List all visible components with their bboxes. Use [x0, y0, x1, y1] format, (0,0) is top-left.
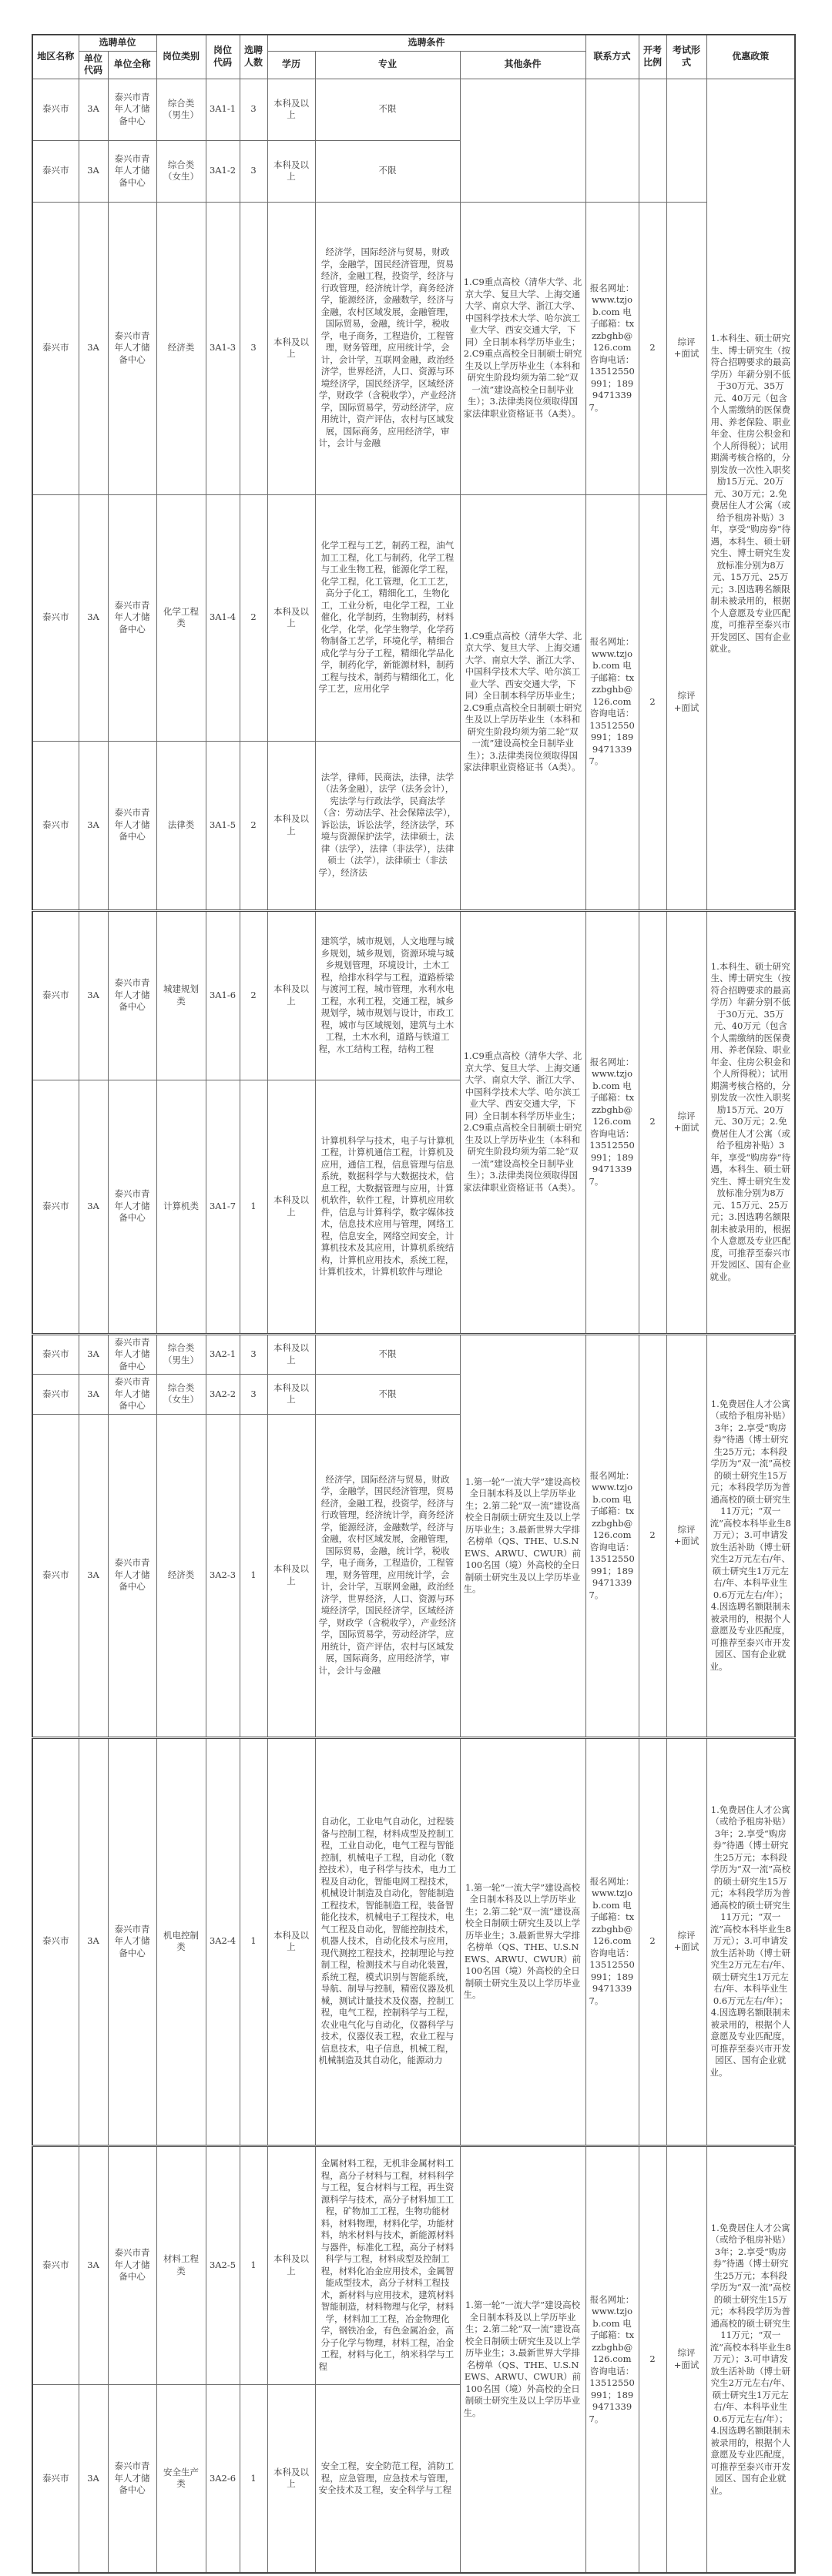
cell-contact: 报名网址：www.tzjob.com 电子邮箱：txzzbghb@126.com 咨询电话：13512550991；18994713397。 — [585, 1737, 639, 2146]
cell-unit-name: 泰兴市青年人才储备中心 — [108, 1080, 156, 1334]
cell-region: 泰兴市 — [32, 1080, 79, 1334]
cell-post-type: 法律类 — [156, 741, 206, 910]
cell-headcount: 3 — [240, 79, 267, 140]
cell-other: 1.第一轮“一流大学”建设高校全日制本科及以上学历毕业生；2.第二轮“双一流”建设高校全日制硕士研究生及以上学历毕业生；3.最新世界大学排名榜单（QS、THE、U.S.NEWS、ARWU、CWUR）前100名国（境）外高校的全日制硕士研究生及以上学历毕业生。 — [460, 1737, 585, 2146]
cell-unit-code: 3A — [79, 79, 108, 140]
cell-post-type: 经济类 — [156, 202, 206, 494]
cell-contact: 报名网址：www.tzjob.com 电子邮箱：txzzbghb@126.com 咨询电话：13512550991；18994713397。 — [585, 2146, 639, 2573]
cell-post-code: 3A1-2 — [206, 140, 240, 202]
cell-major: 金属材料工程，无机非金属材料工程，高分子材料与工程，材料科学与工程，复合材料与工程，再生资源科学与技术，高分子材料加工工程，矿物加工工程，生物功能材料，材料物理，材料化学，功能材料，纳米材料与技术，新能源材料与器件，标准化工程，高分子材料科学与工程，材料成型及控制工程，材料化冶金应用技术，金属智能成型技术，高分子材料工程技术，新材料与应用技术，建筑材料智能制造，材料物理与化学，材料学，材料加工工程，冶金物理化学，钢铁冶金，有色金属冶金，高分子化学与物理，材料工程，冶金工程，材料与化工，纳米科学与工程 — [315, 2146, 460, 2384]
cell-post-type: 综合类（男生） — [156, 79, 206, 140]
cell-region: 泰兴市 — [32, 2146, 79, 2384]
cell-region: 泰兴市 — [32, 2384, 79, 2573]
cell-education: 本科及以上 — [267, 2384, 315, 2573]
cell-unit-code: 3A — [79, 202, 108, 494]
cell-ratio: 2 — [639, 494, 666, 910]
header-unit-group: 选聘单位 — [79, 35, 156, 51]
cell-region: 泰兴市 — [32, 741, 79, 910]
cell-ratio: 2 — [639, 202, 666, 494]
cell-education: 本科及以上 — [267, 1737, 315, 2146]
cell-unit-name: 泰兴市青年人才储备中心 — [108, 741, 156, 910]
header-contact: 联系方式 — [585, 35, 639, 79]
cell-unit-code: 3A — [79, 1334, 108, 1375]
cell-unit-name: 泰兴市青年人才储备中心 — [108, 202, 156, 494]
cell-unit-code: 3A — [79, 1375, 108, 1415]
cell-other: 1.C9重点高校（清华大学、北京大学、复旦大学、上海交通大学、南京大学、浙江大学、中国科学技术大学、哈尔滨工业大学、西安交通大学，下同）全日制本科学历毕业生；2.C9重点高校全日制硕士研究生及以上学历毕业生（本科和研究生阶段均须为第二轮“双一流”建设高校全日制毕业生）；3.法律类岗位须取得国家法律职业资格证书（A类）。 — [460, 494, 585, 910]
cell-headcount: 1 — [240, 2146, 267, 2384]
cell-headcount: 2 — [240, 910, 267, 1080]
cell-post-code: 3A1-1 — [206, 79, 240, 140]
cell-policy: 1.本科生、硕士研究生、博士研究生（按符合招聘要求的最高学历）年薪分别不低于30万元、35万元、40万元（包含个人需缴纳的医保费用、养老保险、职业年金、住房公积金和个人所得税）；试用期满考核合格的，分别发放一次性入职奖励15万元、20万元、30万元；2.免费居住人才公寓（或给予租房补贴）3年，享受“购房券”待遇，本科生、硕士研究生、博士研究生发放标准分别为8万元、15万元、25万元；3.因选聘名额限制未被录用的，根据个人意愿及专业匹配度，可推荐至泰兴市开发园区、国有企业就业。 — [706, 910, 795, 1334]
cell-headcount: 1 — [240, 1080, 267, 1334]
cell-ratio: 2 — [639, 1334, 666, 1737]
cell-region: 泰兴市 — [32, 1414, 79, 1737]
cell-headcount: 3 — [240, 202, 267, 494]
cell-exam: 综评+面试 — [666, 1737, 706, 2146]
table-row — [32, 79, 795, 140]
cell-major: 不限 — [315, 1334, 460, 1375]
cell-unit-code: 3A — [79, 494, 108, 741]
header-policy: 优惠政策 — [706, 35, 795, 79]
cell-major: 建筑学，城市规划，人文地理与城乡规划，城乡规划，资源环境与城乡规划管理，环境设计，土木工程，给排水科学与工程，道路桥梁与渡河工程，城市管理，水利水电工程，水利工程，交通工程，城乡规划学，城市规划与设计，市政工程，城市与区域规划，建筑与土木工程，土木水利，道路与铁道工程，水工结构工程，结构工程 — [315, 910, 460, 1080]
cell-unit-name: 泰兴市青年人才储备中心 — [108, 910, 156, 1080]
cell-major: 不限 — [315, 1375, 460, 1415]
recruitment-table — [32, 34, 796, 2574]
cell-policy: 1.免费居住人才公寓（或给予租房补贴）3年；2.享受“购房券”待遇（博士研究生25万元；本科段学历为“双一流”高校的硕士研究生15万元；本科段学历为普通高校的硕士研究生11万元；“双一流”高校本科毕业生8万元）；3.可申请发放生活补助（博士研究生2万元左右/年、硕士研究生1万元左右/年、本科毕业生0.6万元左右/年）；4.因选聘名额限制未被录用的，根据个人意愿及专业匹配度，可推荐至泰兴市开发园区、国有企业就业。 — [706, 2146, 795, 2573]
cell-contact-empty — [585, 79, 639, 202]
header-ratio: 开考比例 — [639, 35, 666, 79]
cell-unit-code: 3A — [79, 910, 108, 1080]
cell-region: 泰兴市 — [32, 1375, 79, 1415]
header-unit-name: 单位全称 — [108, 51, 156, 79]
cell-education: 本科及以上 — [267, 494, 315, 741]
cell-post-code: 3A1-6 — [206, 910, 240, 1080]
cell-education: 本科及以上 — [267, 140, 315, 202]
cell-post-code: 3A1-5 — [206, 741, 240, 910]
cell-post-code: 3A2-5 — [206, 2146, 240, 2384]
cell-other: 1.第一轮“一流大学”建设高校全日制本科及以上学历毕业生；2.第二轮“双一流”建设高校全日制硕士研究生及以上学历毕业生；3.最新世界大学排名榜单（QS、THE、U.S.NEWS、ARWU、CWUR）前100名国（境）外高校的全日制硕士研究生及以上学历毕业生。 — [460, 2146, 585, 2573]
cell-post-type: 计算机类 — [156, 1080, 206, 1334]
cell-post-type: 综合类（女生） — [156, 140, 206, 202]
cell-region: 泰兴市 — [32, 910, 79, 1080]
cell-headcount: 1 — [240, 1737, 267, 2146]
cell-policy: 1.免费居住人才公寓（或给予租房补贴）3年；2.享受“购房券”待遇（博士研究生25万元；本科段学历为“双一流”高校的硕士研究生15万元；本科段学历为普通高校的硕士研究生11万元；“双一流”高校本科毕业生8万元）；3.可申请发放生活补助（博士研究生2万元左右/年、硕士研究生1万元左右/年、本科毕业生0.6万元左右/年）；4.因选聘名额限制未被录用的，根据个人意愿及专业匹配度，可推荐至泰兴市开发园区、国有企业就业。 — [706, 1334, 795, 1737]
cell-post-type: 综合类（男生） — [156, 1334, 206, 1375]
cell-exam: 综评+面试 — [666, 1334, 706, 1737]
cell-other: 1.第一轮“一流大学”建设高校全日制本科及以上学历毕业生；2.第二轮“双一流”建设高校全日制硕士研究生及以上学历毕业生；3.最新世界大学排名榜单（QS、THE、U.S.NEWS、ARWU、CWUR）前100名国（境）外高校的全日制硕士研究生及以上学历毕业生。 — [460, 1334, 585, 1737]
cell-post-code: 3A2-6 — [206, 2384, 240, 2573]
cell-major: 自动化，工业电气自动化，过程装备与控制工程，材料成型及控制工程，工业自动化，电气工程与智能控制，机械电子工程，自动化（数控技术），电子科学与技术，电力工程及自动化，智能电网工程技术，机械设计制造及自动化，智能制造工程技术，智能制造工程，装备智能化技术，机械电子工程技术，电气工程及自动化，智能控制技术，机器人技术，自动化技术与应用，现代测控工程技术，控制理论与控制工程，检测技术与自动化装置，系统工程，模式识别与智能系统，导航、制导与控制，精密仪器及机械，测试计量技术及仪器，控制工程，电气工程，控制科学与工程，农业电气化与自动化，仪器科学与技术，仪器仪表工程，农业工程与信息技术，电子信息，机械工程，机械制造及其自动化，能源动力 — [315, 1737, 460, 2146]
cell-unit-code: 3A — [79, 1414, 108, 1737]
cell-unit-code: 3A — [79, 741, 108, 910]
cell-post-code: 3A1-7 — [206, 1080, 240, 1334]
cell-region: 泰兴市 — [32, 494, 79, 741]
cell-ratio: 2 — [639, 1737, 666, 2146]
cell-post-type: 经济类 — [156, 1414, 206, 1737]
cell-exam: 综评+面试 — [666, 202, 706, 494]
cell-post-code: 3A2-2 — [206, 1375, 240, 1415]
cell-unit-code: 3A — [79, 140, 108, 202]
cell-contact: 报名网址：www.tzjob.com 电子邮箱：txzzbghb@126.com 咨询电话：13512550991；18994713397。 — [585, 494, 639, 910]
cell-ratio: 2 — [639, 910, 666, 1334]
cell-post-code: 3A2-3 — [206, 1414, 240, 1737]
cell-post-code: 3A1-4 — [206, 494, 240, 741]
table-row — [32, 494, 795, 741]
cell-contact: 报名网址：www.tzjob.com 电子邮箱：txzzbghb@126.com 咨询电话：13512550991；18994713397。 — [585, 202, 639, 494]
cell-headcount: 3 — [240, 1375, 267, 1415]
table-row — [32, 910, 795, 1080]
cell-post-type: 安全生产类 — [156, 2384, 206, 2573]
cell-headcount: 3 — [240, 1334, 267, 1375]
cell-major: 经济学，国际经济与贸易，财政学，金融学，国民经济管理，贸易经济，金融工程，投资学，经济与行政管理，经济统计学，商务经济学，能源经济，金融数学，经济与金融，农村区域发展，金融管理，国际贸易，金融，统计学，税收学，电子商务，工程造价，工程管理，财务管理，应用统计学，会计，会计学，互联网金融，政治经济学，世界经济，人口、资源与环境经济学，国民经济学，区域经济学，财政学（含税收学），产业经济学，国际贸易学，劳动经济学，应用统计，资产评估，农村与区域发展，国际商务，应用经济学，审计，会计与金融 — [315, 202, 460, 494]
cell-post-type: 城建规划类 — [156, 910, 206, 1080]
header-post-type: 岗位类别 — [156, 35, 206, 79]
cell-region: 泰兴市 — [32, 202, 79, 494]
cell-region: 泰兴市 — [32, 140, 79, 202]
cell-education: 本科及以上 — [267, 741, 315, 910]
cell-headcount: 2 — [240, 741, 267, 910]
cell-education: 本科及以上 — [267, 79, 315, 140]
cell-contact: 报名网址：www.tzjob.com 电子邮箱：txzzbghb@126.com 咨询电话：13512550991；18994713397。 — [585, 910, 639, 1334]
cell-education: 本科及以上 — [267, 910, 315, 1080]
cell-education: 本科及以上 — [267, 1375, 315, 1415]
cell-post-type: 机电控制类 — [156, 1737, 206, 2146]
header-major: 专业 — [315, 51, 460, 79]
cell-unit-name: 泰兴市青年人才储备中心 — [108, 1737, 156, 2146]
cell-unit-code: 3A — [79, 1737, 108, 2146]
cell-other: 1.C9重点高校（清华大学、北京大学、复旦大学、上海交通大学、南京大学、浙江大学、中国科学技术大学、哈尔滨工业大学、西安交通大学，下同）全日制本科学历毕业生；2.C9重点高校全日制硕士研究生及以上学历毕业生（本科和研究生阶段均须为第二轮“双一流”建设高校全日制毕业生）；3.法律类岗位须取得国家法律职业资格证书（A类）。 — [460, 910, 585, 1334]
cell-major: 不限 — [315, 79, 460, 140]
header-other: 其他条件 — [460, 51, 585, 79]
cell-contact: 报名网址：www.tzjob.com 电子邮箱：txzzbghb@126.com 咨询电话：13512550991；18994713397。 — [585, 1334, 639, 1737]
cell-exam: 综评+面试 — [666, 910, 706, 1334]
cell-exam: 综评+面试 — [666, 494, 706, 910]
table-row — [32, 1334, 795, 1375]
cell-unit-name: 泰兴市青年人才储备中心 — [108, 1334, 156, 1375]
header-region: 地区名称 — [32, 35, 79, 79]
cell-education: 本科及以上 — [267, 202, 315, 494]
cell-unit-name: 泰兴市青年人才储备中心 — [108, 140, 156, 202]
cell-post-code: 3A2-4 — [206, 1737, 240, 2146]
cell-other: 1.C9重点高校（清华大学、北京大学、复旦大学、上海交通大学、南京大学、浙江大学、中国科学技术大学、哈尔滨工业大学、西安交通大学，下同）全日制本科学历毕业生；2.C9重点高校全日制硕士研究生及以上学历毕业生（本科和研究生阶段均须为第二轮“双一流”建设高校全日制毕业生）；3.法律类岗位须取得国家法律职业资格证书（A类）。 — [460, 202, 585, 494]
cell-major: 化学工程与工艺，制药工程，油气加工工程，化工与制药，化学工程与工业生物工程，能源化学工程，化学工程，化工管理，化工工艺，高分子化工，精细化工，生物化工，工业分析，电化学工程，工业催化，化学制药，生物制药，材料化学，化学，化学生物学，化学药物制备工艺学，环境化学，精细合成化学与分子工程，精细化学品化学，制药化学，新能源材料，制药工程与技术，制药与精细化工，化学工艺，应用化学 — [315, 494, 460, 741]
cell-major: 不限 — [315, 140, 460, 202]
cell-region: 泰兴市 — [32, 79, 79, 140]
header-education: 学历 — [267, 51, 315, 79]
cell-post-code: 3A2-1 — [206, 1334, 240, 1375]
cell-post-type: 综合类（女生） — [156, 1375, 206, 1415]
header-conditions-group: 选聘条件 — [267, 35, 585, 51]
cell-exam-empty — [666, 79, 706, 202]
cell-headcount: 1 — [240, 2384, 267, 2573]
cell-education: 本科及以上 — [267, 1414, 315, 1737]
cell-unit-code: 3A — [79, 2146, 108, 2384]
cell-education: 本科及以上 — [267, 1080, 315, 1334]
cell-region: 泰兴市 — [32, 1737, 79, 2146]
header-post-code: 岗位代码 — [206, 35, 240, 79]
cell-region: 泰兴市 — [32, 1334, 79, 1375]
cell-post-code: 3A1-3 — [206, 202, 240, 494]
cell-unit-code: 3A — [79, 1080, 108, 1334]
cell-education: 本科及以上 — [267, 1334, 315, 1375]
header-headcount: 选聘人数 — [240, 35, 267, 79]
table-row — [32, 202, 795, 494]
header-unit-code: 单位代码 — [79, 51, 108, 79]
cell-other-empty — [460, 79, 585, 202]
cell-unit-name: 泰兴市青年人才储备中心 — [108, 1375, 156, 1415]
cell-policy: 1.本科生、硕士研究生、博士研究生（按符合招聘要求的最高学历）年薪分别不低于30万元、35万元、40万元（包含个人需缴纳的医保费用、养老保险、职业年金、住房公积金和个人所得税）；试用期满考核合格的，分别发放一次性入职奖励15万元、20万元、30万元；2.免费居住人才公寓（或给予租房补贴）3年，享受“购房券”待遇，本科生、硕士研究生、博士研究生发放标准分别为8万元、15万元、25万元；3.因选聘名额限制未被录用的，根据个人意愿及专业匹配度，可推荐至泰兴市开发园区、国有企业就业。 — [706, 79, 795, 910]
cell-major: 法学，律师，民商法，法律，法学（法务金融），法学（法务会计），宪法学与行政法学，民商法学（含：劳动法学、社会保障法学），诉讼法，诉讼法学，经济法学，环境与资源保护法学，法律硕士，法律（法学），法律（非法学），法律硕士（法学），法律硕士（非法学），经济法 — [315, 741, 460, 910]
table-row — [32, 2146, 795, 2384]
cell-ratio: 2 — [639, 2146, 666, 2573]
cell-exam: 综评+面试 — [666, 2146, 706, 2573]
cell-unit-name: 泰兴市青年人才储备中心 — [108, 1414, 156, 1737]
header-exam: 考试形式 — [666, 35, 706, 79]
cell-unit-name: 泰兴市青年人才储备中心 — [108, 2384, 156, 2573]
cell-education: 本科及以上 — [267, 2146, 315, 2384]
cell-policy: 1.免费居住人才公寓（或给予租房补贴）3年；2.享受“购房券”待遇（博士研究生25万元；本科段学历为“双一流”高校的硕士研究生15万元；本科段学历为普通高校的硕士研究生11万元；“双一流”高校本科毕业生8万元）；3.可申请发放生活补助（博士研究生2万元左右/年、硕士研究生1万元左右/年、本科毕业生0.6万元左右/年）；4.因选聘名额限制未被录用的，根据个人意愿及专业匹配度，可推荐至泰兴市开发园区、国有企业就业。 — [706, 1737, 795, 2146]
cell-major: 安全工程，安全防范工程，消防工程，应急管理，应急技术与管理，安全技术及工程，安全科学与工程 — [315, 2384, 460, 2573]
cell-headcount: 3 — [240, 140, 267, 202]
cell-major: 经济学，国际经济与贸易，财政学，金融学，国民经济管理，贸易经济，金融工程，投资学，经济与行政管理，经济统计学，商务经济学，能源经济，金融数学，经济与金融，农村区域发展，金融管理，国际贸易，金融，统计学，税收学，电子商务，工程造价，工程管理，财务管理，应用统计学，会计，会计学，互联网金融，政治经济学，世界经济，人口、资源与环境经济学，国民经济学，区域经济学，财政学（含税收学），产业经济学，国际贸易学，劳动经济学，应用统计，资产评估，农村与区域发展，国际商务，应用经济学，审计，会计与金融 — [315, 1414, 460, 1737]
table-row — [32, 1737, 795, 2146]
cell-headcount: 2 — [240, 494, 267, 741]
cell-unit-code: 3A — [79, 2384, 108, 2573]
cell-unit-name: 泰兴市青年人才储备中心 — [108, 2146, 156, 2384]
cell-headcount: 1 — [240, 1414, 267, 1737]
cell-post-type: 化学工程类 — [156, 494, 206, 741]
cell-major: 计算机科学与技术，电子与计算机工程，计算机通信工程，计算机及应用，通信工程，信息管理与信息系统，数据科学与大数据技术，信息工程，大数据管理与应用，计算机软件，软件工程，计算机应用软件，信息与计算科学，数字媒体技术，信息技术应用与管理，网络工程，信息安全，网络空间安全，计算机技术及其应用，计算机系统结构，计算机应用技术，系统工程，计算机技术，计算机软件与理论 — [315, 1080, 460, 1334]
cell-ratio-empty — [639, 79, 666, 202]
cell-unit-name: 泰兴市青年人才储备中心 — [108, 79, 156, 140]
cell-post-type: 材料工程类 — [156, 2146, 206, 2384]
cell-unit-name: 泰兴市青年人才储备中心 — [108, 494, 156, 741]
